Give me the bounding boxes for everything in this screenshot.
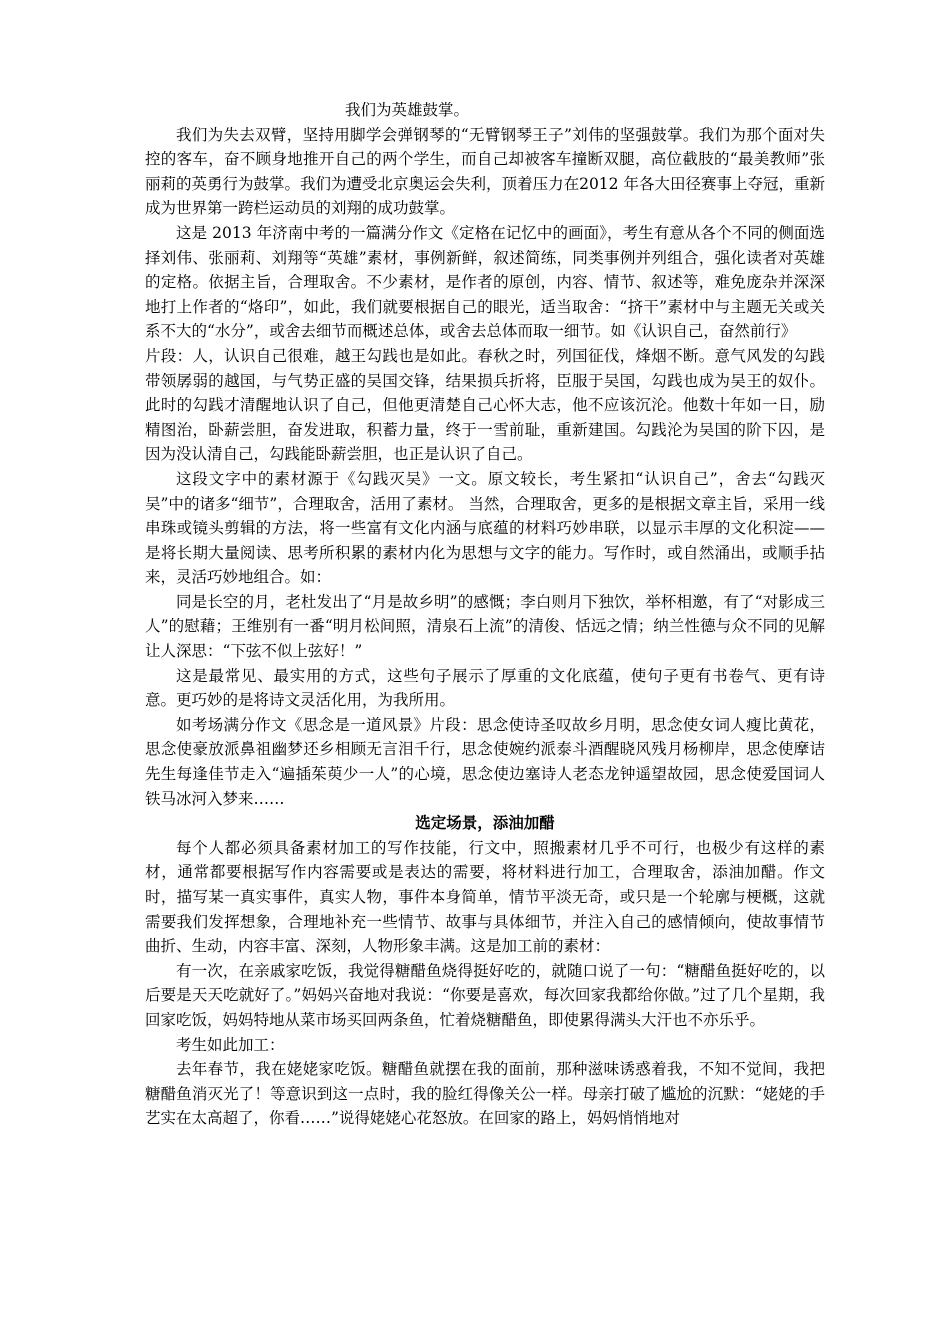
paragraph-raw-material: 有一次，在亲戚家吃饭，我觉得糖醋鱼烧得挺好吃的，就随口说了一句：“糖醋鱼挺好吃的，以后要是天天吃就好了。”妈妈兴奋地对我说：“你要是喜欢，每次回家我都给你做。”过了几个星期，我回家吃饭，妈妈特地从菜市场买回两条鱼，忙着烧糖醋鱼，即使累得满头大汗也不亦乐乎。 [145,961,825,1029]
paragraph-processing-intro: 考生如此加工： [176,1035,285,1054]
paragraph-common-method: 这是最常见、最实用的方式，这些句子展示了厚重的文化底蕴，使句子更有书卷气、更有诗意。更巧妙的是将诗文灵活化用，为我所用。 [145,666,825,710]
section-heading: 选定场景，添油加醋 [415,813,555,833]
intro-line: 我们为英雄鼓掌。 [345,101,470,119]
paragraph-excerpt-goujian: 片段：人，认识自己很难，越王勾践也是如此。春秋之时，列国征伐，烽烟不断。意气风发的勾践带领孱弱的越国，与气势正盛的吴国交锋，结果损兵折将，臣服于吴国，勾践也成为吴王的奴仆。此时的勾践才清醒地认识了自己，但他更清楚自己心怀大志，他不应该沉沦。他数十年如一日，励精图治，卧薪尝胆，奋发进取，积蓄力量，终于一雪前耻，重新建国。勾践沦为吴国的阶下囚，是因为没认清自己，勾践能卧薪尝胆，也正是认识了自己。 [145,346,825,464]
paragraph-heroes: 我们为失去双臂，坚持用脚学会弹钢琴的“无臂钢琴王子”刘伟的坚强鼓掌。我们为那个面对失控的客车，奋不顾身地推开自己的两个学生，而自己却被客车撞断双腿，高位截肢的“最美教师”张丽莉的英勇行为鼓掌。我们为遭受北京奥运会失利，顶着压力在2012 年各大田径赛事上夺冠，重新成为世界第一跨栏运动员的刘翔的成功鼓掌。 [145,125,825,218]
paragraph-material-source: 这段文字中的素材源于《勾践灭吴》一文。原文较长，考生紧扣“认识自己”，舍去“勾践灭吴”中的诸多“细节”，合理取舍，活用了素材。 当然，合理取舍，更多的是根据文章主旨，采用一线串珠或镜头剪辑的方法，将一些富有文化内涵与底蕴的材料巧妙串联，以显示丰厚的文化积淀——是将长期大量阅读、思考所积累的素材内化为思想与文字的能力。写作时，或自然涌出，或顺手拈来，灵活巧妙地组合。如： [145,469,825,587]
paragraph-essay-analysis: 这是 2013 年济南中考的一篇满分作文《定格在记忆中的画面》，考生有意从各个不同的侧面选择刘伟、张丽莉、刘翔等“英雄”素材，事例新鲜，叙述简练，同类事例并列组合，强化读者对英雄的定格。依据主旨，合理取舍。不少素材，是作者的原创，内容、情节、叙述等，难免庞杂并深深地打上作者的“烙印”，如此，我们就要根据自己的眼光，适当取舍：“挤干”素材中与主题无关或关系不大的“水分”，或舍去细节而概述总体，或舍去总体而取一细节。如《认识自己，奋然前行》 [145,223,825,341]
paragraph-processed-story: 去年春节，我在姥姥家吃饭。糖醋鱼就摆在我的面前，那种滋味诱惑着我，不知不觉间，我把糖醋鱼消灭光了！等意识到这一点时，我的脸红得像关公一样。母亲打破了尴尬的沉默：“姥姥的手艺实在太高超了，你看……”说得姥姥心花怒放。在回家的路上，妈妈悄悄地对 [145,1060,825,1128]
paragraph-material-processing: 每个人都必须具备素材加工的写作技能，行文中，照搬素材几乎不可行，也极少有这样的素材，通常都要根据写作内容需要或是表达的需要，将材料进行加工，合理取舍，添油加醋。作文时，描写某一真实事件，真实人物，事件本身简单，情节平淡无奇，或只是一个轮廓与梗概，这就需要我们发挥想象，合理地补充一些情节、故事与具体细节，并注入自己的感情倾向，使故事情节曲折、生动，内容丰富、深刻，人物形象丰满。这是加工前的素材： [145,838,825,956]
paragraph-moon-example: 同是长空的月，老杜发出了“月是故乡明”的感慨；李白则月下独饮，举杯相邀，有了“对影成三人”的慰藉；王维别有一番“明月松间照，清泉石上流”的清俊、恬远之情；纳兰性德与众不同的见解让人深思：“下弦不似上弦好！” [145,592,825,661]
paragraph-missing-scenery: 如考场满分作文《思念是一道风景》片段：思念使诗圣叹故乡月明，思念使女词人瘦比黄花，思念使豪放派鼻祖幽梦还乡相顾无言泪千行，思念使婉约派泰斗酒醒晓风残月杨柳岸，思念使摩诘先生每逢佳节走入“遍插茱萸少一人”的心境，思念使边塞诗人老态龙钟遥望故园，思念使爱国词人铁马冰河入梦来…… [145,715,825,808]
document-page [145,98,825,1131]
